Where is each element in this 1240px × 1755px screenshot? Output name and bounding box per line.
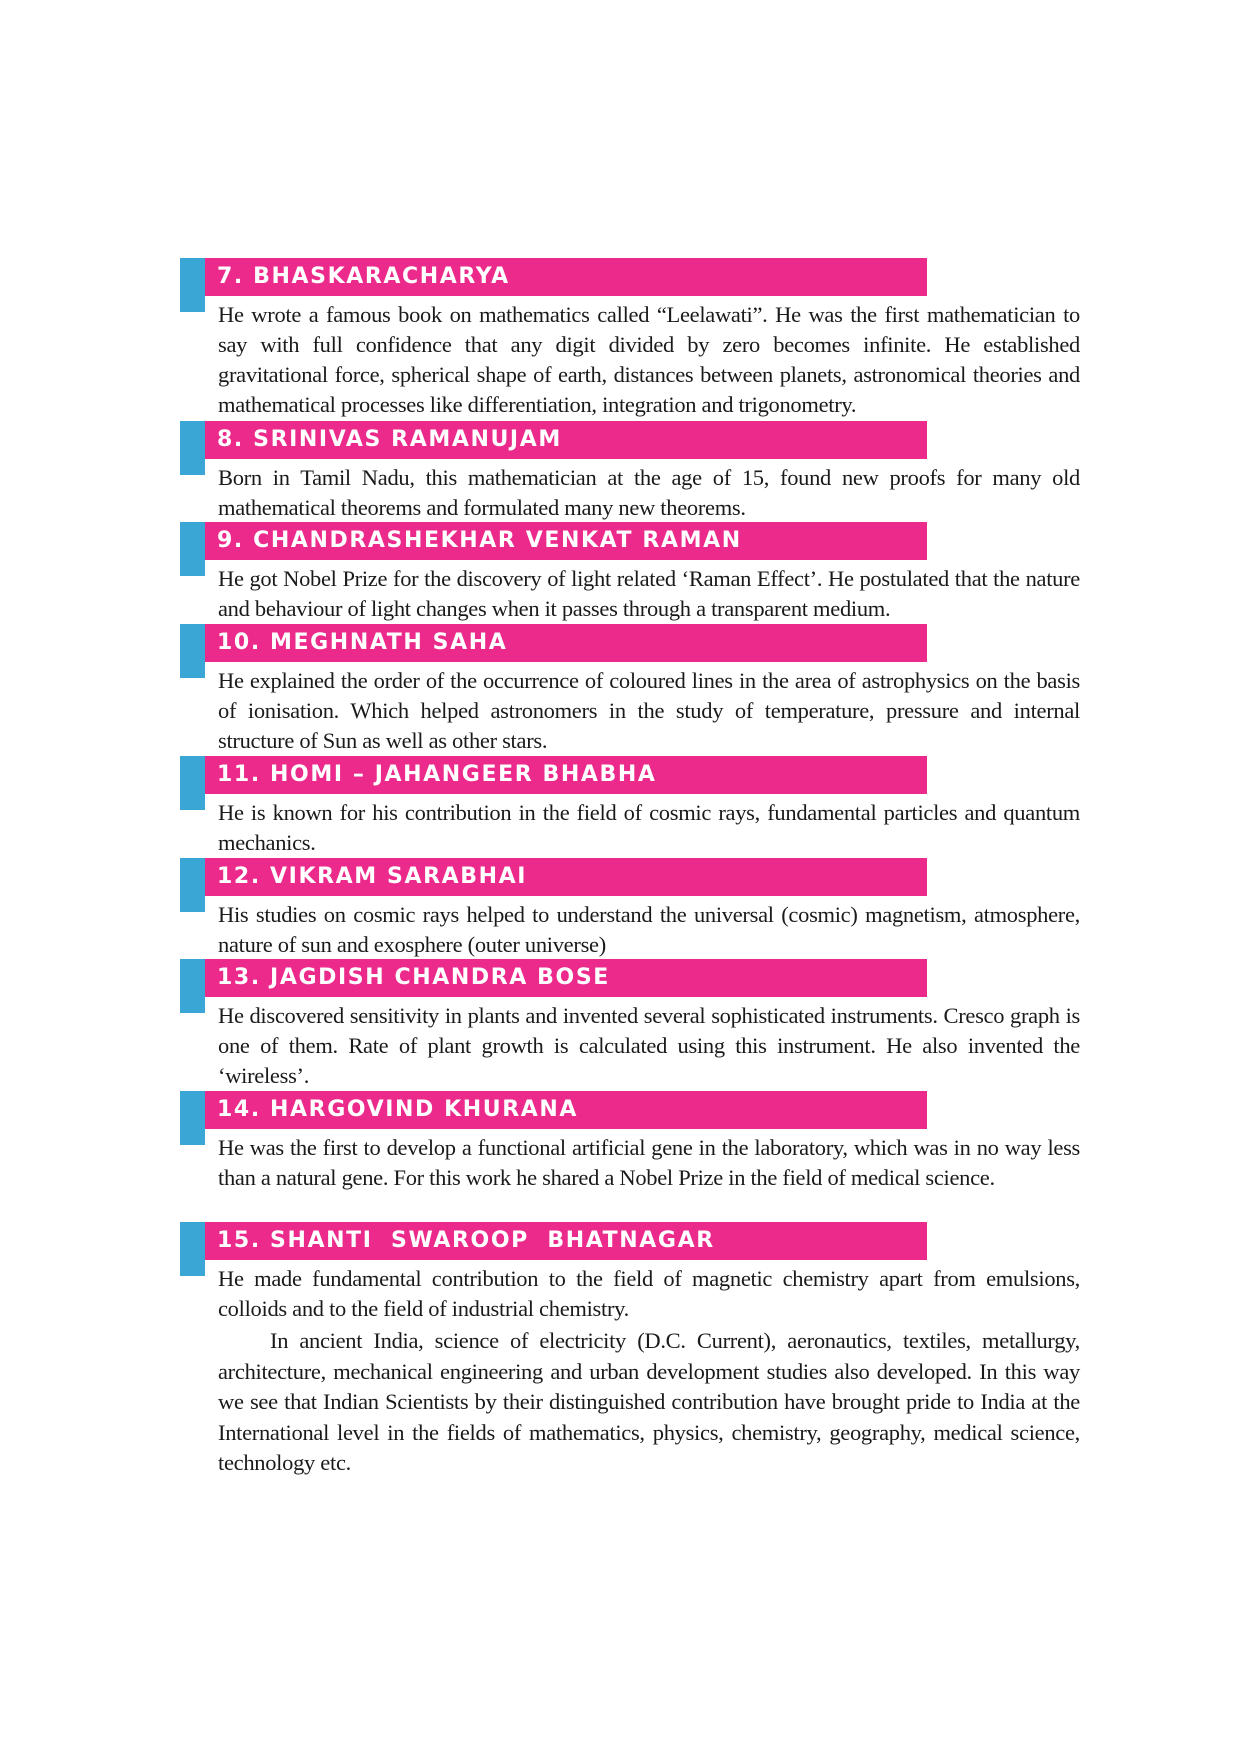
section-heading: 11. HOMI – JAHANGEER BHABHA <box>205 756 927 794</box>
section-heading: 8. SRINIVAS RAMANUJAM <box>205 421 927 459</box>
section-accent-bar <box>180 756 205 810</box>
section-heading: 15. SHANTI SWAROOP BHATNAGAR <box>205 1222 927 1260</box>
section-body: He explained the order of the occurrence of coloured lines in the area of astrophysics on the basis of ionisation. Which helped astronomers in the study of temperature, pressure and internal structure of Sun as well as other stars. <box>218 668 1080 753</box>
section-heading: 10. MEGHNATH SAHA <box>205 624 927 662</box>
section-heading: 9. CHANDRASHEKHAR VENKAT RAMAN <box>205 522 927 560</box>
section-accent-bar <box>180 959 205 1013</box>
section-body: He made fundamental contribution to the field of magnetic chemistry apart from emulsions, colloids and to the field of industrial chemistry. <box>218 1266 1080 1321</box>
section-accent-bar <box>180 522 205 576</box>
section-accent-bar <box>180 1091 205 1145</box>
section-heading: 7. BHASKARACHARYA <box>205 258 927 296</box>
section-accent-bar <box>180 858 205 912</box>
section-accent-bar <box>180 421 205 475</box>
section-accent-bar <box>180 1222 205 1276</box>
section-heading: 12. VIKRAM SARABHAI <box>205 858 927 896</box>
closing-paragraph: In ancient India, science of electricity (D.C. Current), aeronautics, textiles, metallurgy, architecture, mechanical engineering and urban development studies also developed. In this way we see that Indian Scientists by their distinguished contribution have brought pride to India at the International level in the fields of mathematics, physics, chemistry, geography, medical science, technology etc. <box>218 1328 1080 1475</box>
section-body: He was the first to develop a functional artificial gene in the laboratory, which was in no way less than a natural gene. For this work he shared a Nobel Prize in the field of medical science. <box>218 1135 1080 1190</box>
section-body: He got Nobel Prize for the discovery of light related ‘Raman Effect’. He postulated that the nature and behaviour of light changes when it passes through a transparent medium. <box>218 566 1080 621</box>
section-body: He wrote a famous book on mathematics called “Leelawati”. He was the first mathematician to say with full confidence that any digit divided by zero becomes infinite. He established gravitational force, spherical shape of earth, distances between planets, astronomical theories and mathematical processes like differentiation, integration and trigonometry. <box>218 302 1080 417</box>
section-body: He is known for his contribution in the field of cosmic rays, fundamental particles and quantum mechanics. <box>218 800 1080 855</box>
section-body: Born in Tamil Nadu, this mathematician at the age of 15, found new proofs for many old mathematical theorems and formulated many new theorems. <box>218 465 1080 520</box>
section-heading: 13. JAGDISH CHANDRA BOSE <box>205 959 927 997</box>
section-accent-bar <box>180 624 205 678</box>
section-body: He discovered sensitivity in plants and invented several sophisticated instruments. Cresco graph is one of them. Rate of plant growth is calculated using this instrument. He also invented the ‘wireless’. <box>218 1003 1080 1088</box>
section-accent-bar <box>180 258 205 312</box>
section-heading: 14. HARGOVIND KHURANA <box>205 1091 927 1129</box>
section-body: His studies on cosmic rays helped to understand the universal (cosmic) magnetism, atmosphere, nature of sun and exosphere (outer universe) <box>218 902 1080 957</box>
